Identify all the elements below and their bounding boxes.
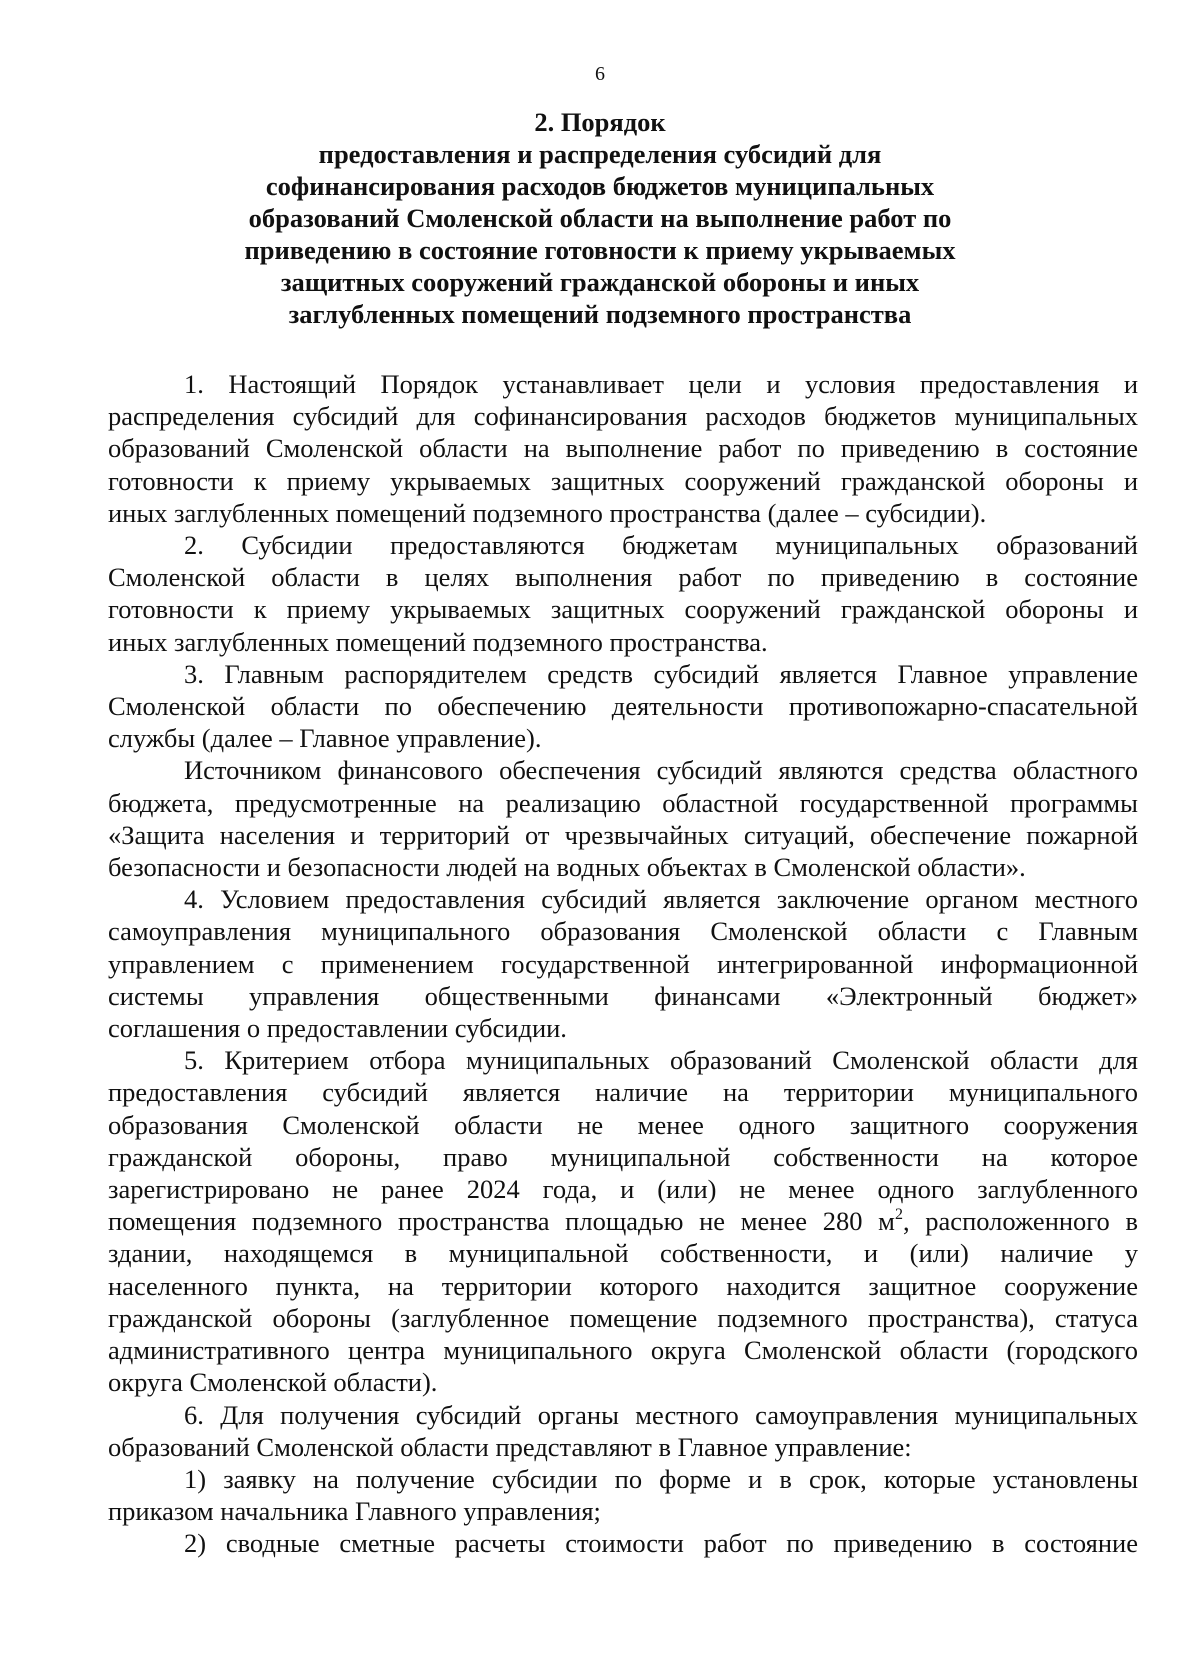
paragraph-funding-source <box>108 754 1138 883</box>
text-line: 4. Условием предоставления субсидий является заключение органом местного <box>184 884 1138 915</box>
text-line: распределения субсидий для софинансирования расходов бюджетов муниципальных <box>108 401 1138 432</box>
text-line: иных заглубленных помещений подземного пространства (далее – субсидии). <box>108 497 987 528</box>
heading-line: образований Смоленской области на выполнение работ по <box>248 203 952 233</box>
text-line: приказом начальника Главного управления; <box>108 1496 601 1527</box>
page-number: 6 <box>595 63 605 85</box>
paragraph-4 <box>108 883 1138 1044</box>
area-unit-superscript: 2 <box>894 1206 903 1224</box>
heading-line: 2. Порядок <box>534 107 666 137</box>
text-line: здании, находящемся в муниципальной собственности, и (или) наличие у <box>108 1238 1138 1269</box>
text-line: Смоленской области в целях выполнения работ по приведению в состояние <box>108 562 1138 593</box>
text-line: 3. Главным распорядителем средств субсидий является Главное управление <box>184 658 1138 689</box>
area-text-tail: , расположенного в <box>902 1206 1138 1237</box>
text-line: гражданской обороны (заглубленное помещение подземного пространства), статуса <box>108 1302 1138 1333</box>
text-line-area <box>108 1205 1138 1237</box>
paragraph-5 <box>108 1044 1138 1398</box>
paragraph-6 <box>108 1399 1138 1463</box>
text-line: готовности к приему укрываемых защитных сооружений гражданской обороны и <box>108 465 1138 496</box>
text-line: управлением с применением государственной интегрированной информационной <box>108 948 1138 979</box>
paragraph-6-item-1 <box>108 1463 1138 1527</box>
heading-line: защитных сооружений гражданской обороны и иных <box>280 267 920 297</box>
text-line: соглашения о предоставлении субсидии. <box>108 1013 567 1044</box>
paragraph-2 <box>108 529 1138 658</box>
text-line: 1) заявку на получение субсидии по форме и в срок, которые установлены <box>184 1463 1138 1494</box>
heading-line: предоставления и распределения субсидий для <box>318 139 882 169</box>
text-line: образований Смоленской области на выполнение работ по приведению в состояние <box>108 433 1138 464</box>
section-heading <box>100 106 1100 330</box>
text-line: готовности к приему укрываемых защитных сооружений гражданской обороны и <box>108 594 1138 625</box>
body-text <box>108 368 1138 1560</box>
text-line: 6. Для получения субсидий органы местного самоуправления муниципальных <box>184 1399 1138 1430</box>
heading-line: софинансирования расходов бюджетов муниципальных <box>265 171 935 201</box>
text-line: 5. Критерием отбора муниципальных образований Смоленской области для <box>184 1045 1138 1076</box>
paragraph-3 <box>108 658 1138 755</box>
text-line: 1. Настоящий Порядок устанавливает цели и условия предоставления и <box>184 369 1138 399</box>
text-line: округа Смоленской области). <box>108 1367 438 1398</box>
text-line: 2. Субсидии предоставляются бюджетам муниципальных образований <box>184 530 1138 561</box>
text-line: безопасности и безопасности людей на водных объектах в Смоленской области». <box>108 852 1026 883</box>
text-line: системы управления общественными финансами «Электронный бюджет» <box>108 980 1138 1011</box>
text-line: гражданской обороны, право муниципальной собственности на которое <box>108 1141 1138 1172</box>
heading-line: приведению в состояние готовности к приему укрываемых <box>244 235 956 265</box>
text-line: службы (далее – Главное управление). <box>108 723 542 754</box>
text-line: населенного пункта, на территории которого находится защитное сооружение <box>108 1270 1138 1301</box>
text-line: Источником финансового обеспечения субсидий являются средства областного <box>184 755 1138 786</box>
text-line: административного центра муниципального округа Смоленской области (городского <box>108 1335 1138 1366</box>
text-line: Смоленской области по обеспечению деятельности противопожарно-спасательной <box>108 691 1138 722</box>
paragraph-1 <box>108 368 1138 529</box>
text-line: образований Смоленской области представляют в Главное управление: <box>108 1431 912 1462</box>
text-line: зарегистрировано не ранее 2024 года, и (или) не менее одного заглубленного <box>108 1174 1138 1205</box>
area-text: помещения подземного пространства площадью не менее 280 м <box>108 1206 895 1237</box>
text-line: образования Смоленской области не менее одного защитного сооружения <box>108 1109 1138 1140</box>
text-line: предоставления субсидий является наличие на территории муниципального <box>108 1077 1138 1108</box>
text-line: самоуправления муниципального образования Смоленской области с Главным <box>108 916 1138 947</box>
heading-line: заглубленных помещений подземного пространства <box>288 299 912 329</box>
text-line: иных заглубленных помещений подземного пространства. <box>108 626 768 657</box>
text-line: бюджета, предусмотренные на реализацию областной государственной программы <box>108 787 1138 818</box>
text-line: «Защита населения и территорий от чрезвычайных ситуаций, обеспечение пожарной <box>108 819 1138 850</box>
text-line: 2) сводные сметные расчеты стоимости работ по приведению в состояние <box>184 1528 1138 1559</box>
paragraph-6-item-2 <box>108 1527 1138 1559</box>
